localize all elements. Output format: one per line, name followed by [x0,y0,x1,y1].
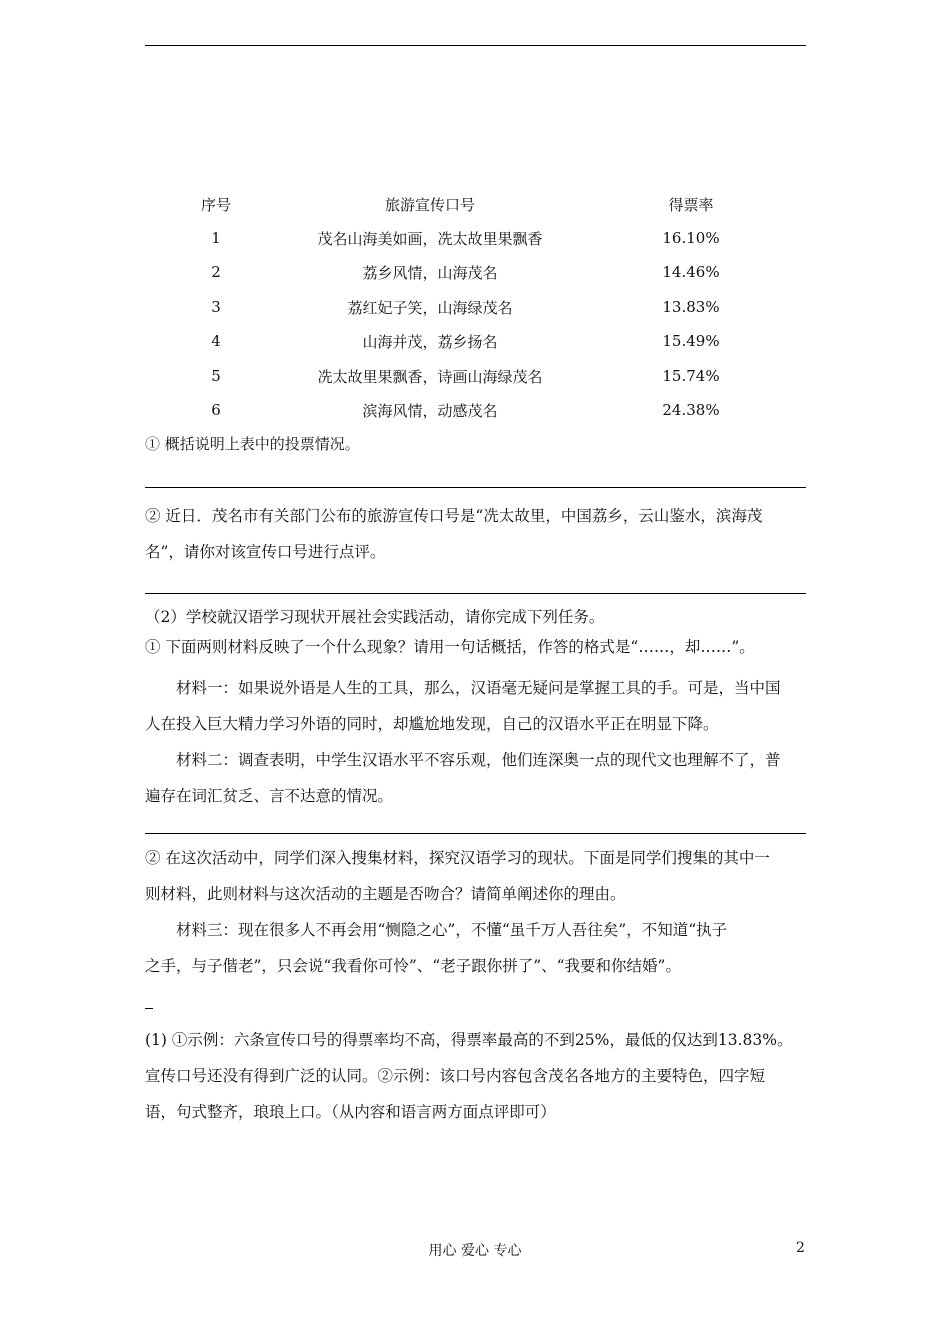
table-cell-rate: 15.49% [662,332,720,350]
table-cell-no: 2 [211,263,221,281]
question-1-2-line2: 名”，请你对该宣传口号进行点评。 [145,543,386,561]
table-cell-no: 3 [211,298,221,316]
table-cell-slogan: 茂名山海美如画，冼太故里果飘香 [317,230,543,248]
table-header-slogan: 旅游宣传口号 [384,196,475,214]
answer-key [145,1022,810,1130]
table-cell-no: 5 [211,367,221,385]
question-1-2 [145,498,810,570]
question-2-1: ① 下面两则材料反映了一个什么现象？请用一句话概括，作答的格式是“……，却……”。 [145,638,755,656]
footer-motto: 用心 爱心 专心 [428,1243,522,1259]
question-2-2 [145,840,810,912]
material-1-line1: 材料一：如果说外语是人生的工具，那么，汉语毫无疑问是掌握工具的手。可是，当中国 [176,679,781,697]
table-cell-no: 1 [211,229,221,247]
material-2-line1: 材料二：调查表明，中学生汉语水平不容乐观，他们连深奥一点的现代文也理解不了，普 [176,751,781,769]
question-2-intro: （2）学校就汉语学习现状开展社会实践活动，请你完成下列任务。 [145,608,605,626]
table-cell-rate: 14.46% [662,263,720,281]
table-cell-slogan: 滨海风情，动感茂名 [362,402,498,420]
material-2-line2: 遍存在词汇贫乏、言不达意的情况。 [145,787,394,805]
material-2 [145,742,810,814]
question-2-2-line1: ② 在这次活动中，同学们深入搜集材料，探究汉语学习的现状。下面是同学们搜集的其中一 [145,849,770,867]
answer-line [145,487,806,488]
table-header-no: 序号 [200,196,231,214]
table-cell-no: 6 [211,401,221,419]
page-number: 2 [796,1240,805,1256]
table-header-rate: 得票率 [668,196,714,214]
material-3-line1: 材料三：现在很多人不再会用“恻隐之心”，不懂“虽千万人吾往矣”，不知道“执子 [176,921,728,939]
answer-line [145,593,806,594]
table-cell-slogan: 荔红妃子笑，山海绿茂名 [347,299,513,317]
answer-line [145,833,806,834]
material-1-line2: 人在投入巨大精力学习外语的同时，却尴尬地发现，自己的汉语水平正在明显下降。 [145,715,719,733]
table-cell-slogan: 荔乡风情，山海茂名 [362,264,498,282]
material-3-line2: 之手，与子偕老”，只会说“我看你可怜”、“老子跟你拼了”、“我要和你结婚”。 [145,957,681,975]
table-cell-rate: 15.74% [662,367,720,385]
table-cell-rate: 24.38% [662,401,720,419]
short-answer-mark [145,1008,153,1009]
question-1-2-line1: ② 近日．茂名市有关部门公布的旅游宣传口号是“冼太故里，中国荔乡，云山鉴水，滨海茂 [145,507,763,525]
material-1 [145,670,810,742]
answer-line1: (1) ①示例：六条宣传口号的得票率均不高，得票率最高的不到25%，最低的仅达到13.83%。 [145,1031,793,1049]
question-2-2-line2: 则材料，此则材料与这次活动的主题是否吻合？请简单阐述你的理由。 [145,885,626,903]
table-cell-no: 4 [211,332,221,350]
table-cell-rate: 13.83% [662,298,720,316]
answer-line2: 宣传口号还没有得到广泛的认同。②示例：该口号内容包含茂名各地方的主要特色，四字短 [145,1067,766,1085]
question-1-1: ① 概括说明上表中的投票情况。 [145,435,360,453]
header-rule [145,45,806,46]
table-cell-slogan: 山海并茂，荔乡扬名 [362,333,498,351]
material-3 [145,912,810,984]
table-cell-slogan: 冼太故里果飘香，诗画山海绿茂名 [317,368,543,386]
table-cell-rate: 16.10% [662,229,720,247]
answer-line3: 语，句式整齐，琅琅上口。（从内容和语言两方面点评即可） [145,1103,556,1121]
question-2 [145,602,810,662]
